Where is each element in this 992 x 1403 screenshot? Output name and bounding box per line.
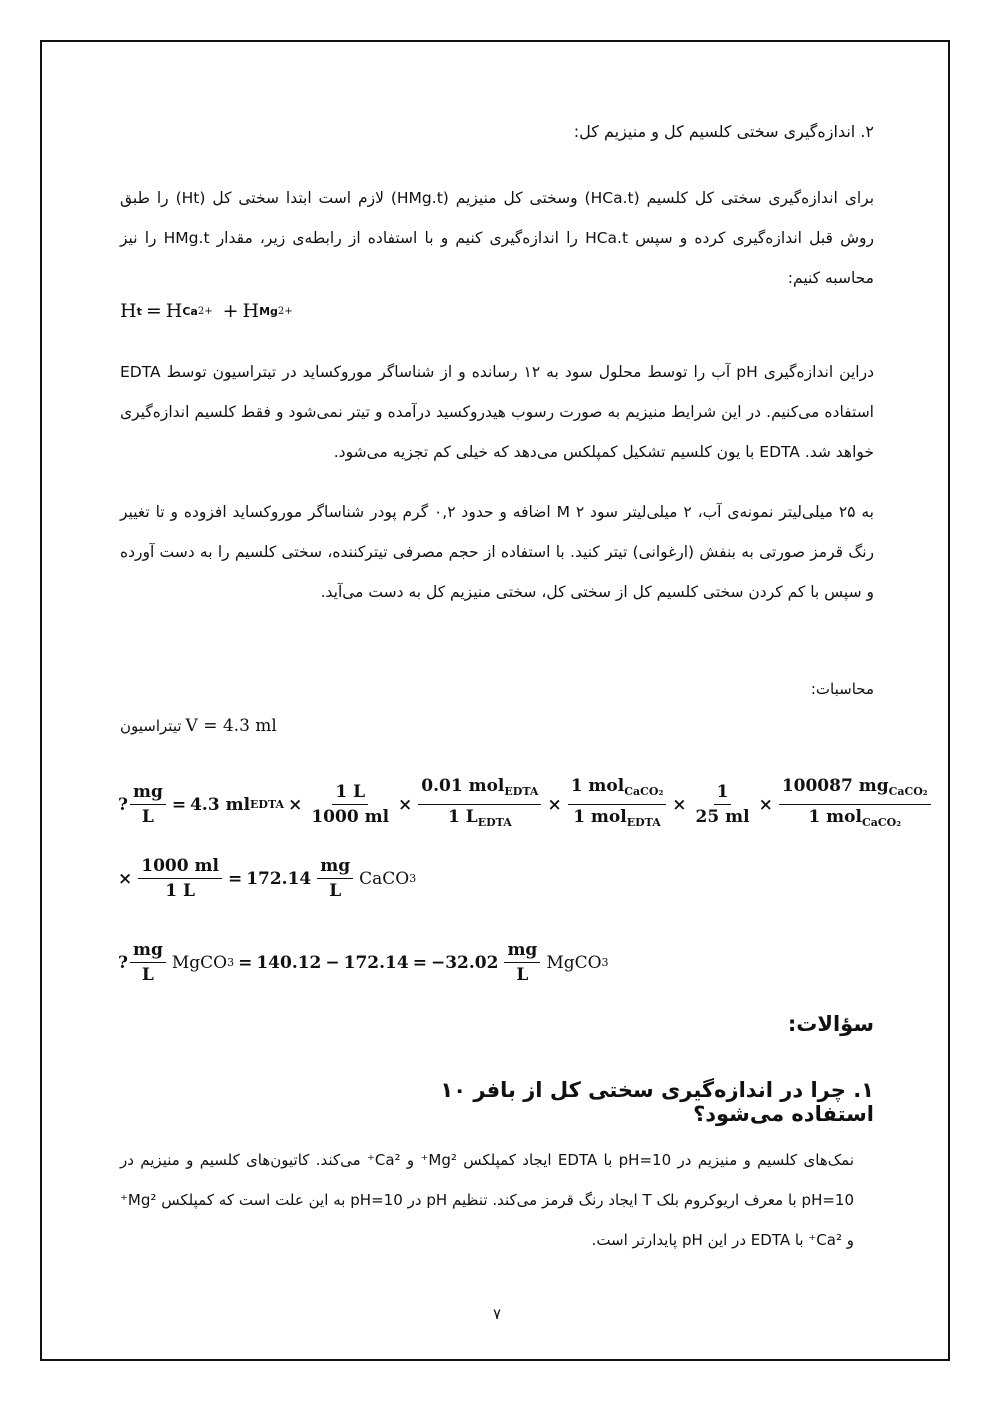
total-hardness-value: 140.12 — [256, 952, 322, 973]
fraction-numerator: mg — [317, 856, 353, 879]
calculation-magnesium — [118, 940, 609, 985]
calculation-calcium — [118, 776, 933, 833]
numerator-sub: CaCO₂ — [624, 785, 664, 798]
answer-1: نمک‌های کلسیم و منیزیم در pH=10 با EDTA ایجاد کمپلکس Mg²⁺ و Ca²⁺ می‌کند. کاتیون‌های کلسیم و منیزیم در pH=10 با معرف اریوکروم بلک T ایجاد رنگ قرمز می‌کند. تنظیم pH در pH=10 به این علت است که کمپلکس Mg²⁺ و Ca²⁺ با EDTA در این pH پایدارتر است. — [120, 1151, 855, 1249]
formula-term-mg-sup: 2+ — [277, 305, 293, 317]
denominator-value: 1 mol — [808, 807, 862, 827]
times-sign: × — [118, 868, 133, 889]
questions-heading: سؤالات: — [787, 1012, 874, 1036]
fraction-denominator: L — [141, 965, 154, 985]
paragraph-procedure: به ۲۵ میلی‌لیتر نمونه‌ی آب، ۲ میلی‌لیتر سود ۲ M اضافه و حدود ۰,۲ گرم پودر شناساگر موروکساید افزوده و تا تغییر رنگ قرمز صورتی به بنفش (ارغوانی) تیتر کنید. با استفاده از حجم مصرفی تیترکننده، سختی کلسیم را به دست آورده و سپس با کم کردن سختی کلسیم کل از سختی کل، سختی منیزیم کل به دست می‌آید. — [120, 503, 874, 601]
calc3-species: MgCO — [171, 952, 228, 973]
fraction-numerator — [568, 776, 667, 805]
fraction-denominator — [570, 805, 664, 833]
denominator-sub: EDTA — [477, 816, 512, 829]
denominator-value: 1 L — [447, 807, 478, 827]
fraction-denominator: L — [141, 807, 154, 827]
formula-term-ca-sub: Ca — [182, 304, 198, 318]
formula-term-mg: H — [242, 300, 260, 322]
fraction-numerator: 1000 ml — [138, 856, 222, 879]
times-sign: × — [547, 794, 562, 815]
denominator-sub: EDTA — [626, 816, 661, 829]
calc1-unit-fraction — [130, 782, 166, 827]
titration-expr: V = 4.3 ml — [185, 716, 277, 736]
calc1-fraction-4 — [693, 782, 753, 827]
calc3-species-sub: 3 — [227, 956, 235, 969]
numerator-sub: CaCO₂ — [888, 785, 928, 798]
formula-equals: = — [145, 300, 162, 322]
calc3-equals: = — [238, 952, 253, 973]
calculations-label: محاسبات: — [810, 680, 874, 698]
formula-term-ca: H — [165, 300, 183, 322]
formula-lhs-sub: t — [136, 304, 142, 318]
question-1: ۱. چرا در اندازه‌گیری سختی کل از بافر ۱۰ استفاده می‌شود؟ — [440, 1078, 874, 1126]
fraction-denominator: 1 L — [165, 881, 195, 901]
numerator-value: 0.01 mol — [421, 776, 505, 796]
calc1-volume-sub: EDTA — [250, 798, 285, 811]
fraction-denominator — [445, 805, 515, 833]
fraction-denominator: 25 ml — [695, 807, 750, 827]
calc3-unit-2 — [504, 940, 540, 985]
formula-plus: + — [222, 300, 239, 322]
calc2-species: CaCO — [359, 868, 410, 889]
calc2-unit — [317, 856, 353, 901]
fraction-numerator: mg — [504, 940, 540, 963]
calcium-hardness-value: 172.14 — [246, 868, 312, 889]
formula-term-ca-sup: 2+ — [197, 305, 213, 317]
section-title: ۲. اندازه‌گیری سختی کلسیم کل و منیزیم کل: — [573, 122, 874, 141]
calc2-fraction — [138, 856, 222, 901]
fraction-numerator: 1 — [714, 782, 732, 805]
fraction-denominator: L — [516, 965, 529, 985]
calc1-volume: 4.3 ml — [190, 794, 251, 815]
numerator-sub: EDTA — [504, 785, 539, 798]
fraction-numerator: 1 L — [332, 782, 368, 805]
calc1-fraction-2 — [418, 776, 541, 833]
fraction-numerator: mg — [130, 782, 166, 805]
fraction-denominator: L — [329, 881, 342, 901]
times-sign: × — [672, 794, 687, 815]
titration-label: تیتراسیون — [120, 717, 182, 735]
calc3-equals-2: = — [412, 952, 427, 973]
times-sign: × — [288, 794, 303, 815]
denominator-sub: CaCO₂ — [861, 816, 902, 829]
fraction-numerator — [779, 776, 931, 805]
times-sign: × — [398, 794, 413, 815]
times-sign: × — [758, 794, 773, 815]
calc1-question: ? — [118, 794, 128, 815]
calc3-species-2: MgCO — [546, 952, 602, 973]
fraction-numerator — [418, 776, 541, 805]
fraction-numerator: mg — [130, 940, 166, 963]
numerator-value: 100087 mg — [781, 776, 889, 796]
calc1-fraction-3 — [568, 776, 667, 833]
page-number: ۷ — [492, 1305, 502, 1323]
calc3-species-2-sub: 3 — [601, 956, 609, 969]
calcium-hardness-value: 172.14 — [343, 952, 409, 973]
formula-term-mg-sub: Mg — [259, 304, 278, 318]
fraction-denominator — [805, 805, 904, 833]
calc2-equals: = — [227, 868, 243, 889]
calc1-equals: = — [171, 794, 187, 815]
hardness-formula — [120, 300, 293, 322]
paragraph-method: دراین اندازه‌گیری pH آب را توسط محلول سود به ۱۲ رسانده و از شناساگر موروکساید در تیتراسیون توسط EDTA استفاده می‌کنیم. در این شرایط منیزیم به صورت رسوب هیدروکسید درآمده و تیتر نمی‌شود و فقط کلسیم اندازه‌گیری خواهد شد. EDTA با یون کلسیم تشکیل کمپلکس می‌دهد که خیلی کم تجزیه می‌شود. — [120, 363, 874, 461]
calc2-species-sub: 3 — [409, 872, 417, 885]
fraction-denominator: 1000 ml — [311, 807, 390, 827]
calc1-fraction-1 — [308, 782, 392, 827]
calc3-question: ? — [118, 952, 128, 973]
formula-lhs: H — [120, 300, 137, 322]
calc3-unit — [130, 940, 166, 985]
minus-sign: − — [325, 952, 340, 973]
calculation-calcium-result — [118, 856, 416, 901]
numerator-value: 1 mol — [570, 776, 625, 796]
paragraph-intro: برای اندازه‌گیری سختی کل کلسیم (HCa.t) وسختی کل منیزیم (HMg.t) لازم است ابتدا سختی کل (Ht) را طبق روش قبل اندازه‌گیری کرده و سپس HCa.t را اندازه‌گیری کنیم و با استفاده از رابطه‌ی زیر، مقدار HMg.t را نیز محاسبه کنیم: — [120, 189, 875, 287]
denominator-value: 1 mol — [573, 807, 627, 827]
titration-volume — [120, 716, 277, 736]
magnesium-hardness-value: −32.02 — [430, 952, 499, 973]
calc1-fraction-5 — [779, 776, 931, 833]
